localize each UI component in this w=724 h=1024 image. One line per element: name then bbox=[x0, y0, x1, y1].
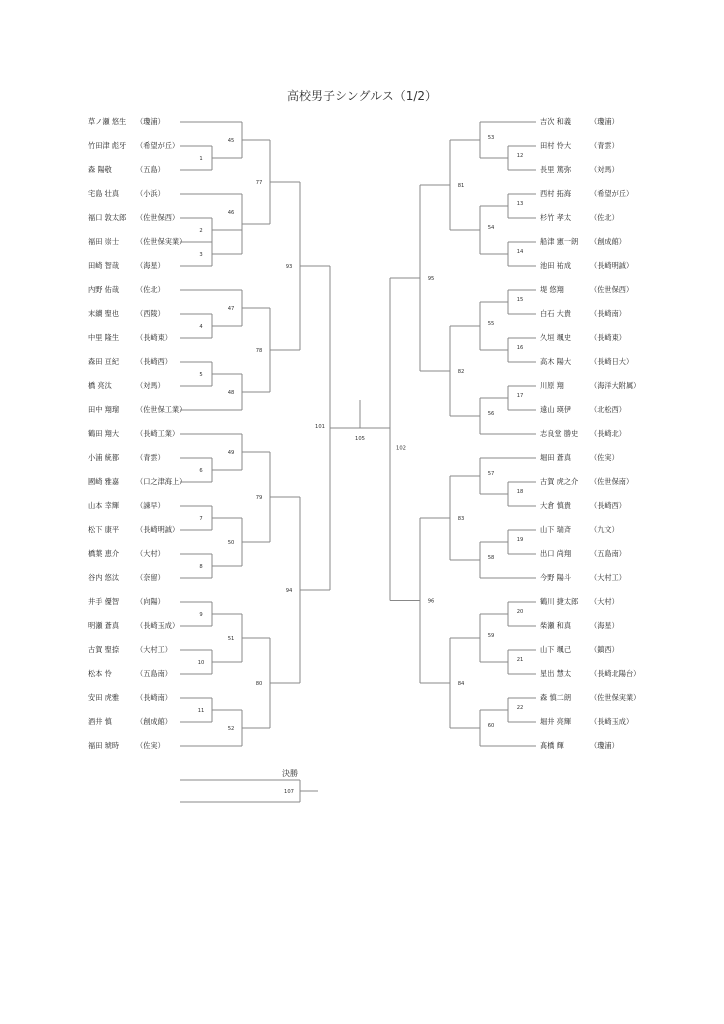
player-name: 谷内 悠汰 bbox=[88, 573, 120, 582]
player-school: （佐世保西） bbox=[590, 285, 634, 294]
match-number: 3 bbox=[199, 252, 203, 258]
player-school: （長崎南） bbox=[590, 309, 626, 318]
player-school: （青雲） bbox=[136, 453, 165, 462]
match-number: 21 bbox=[516, 657, 524, 663]
player-name: 堤 悠翔 bbox=[540, 285, 564, 294]
player-name: 福口 敦太郎 bbox=[88, 213, 127, 222]
final-label: 決勝 bbox=[282, 769, 298, 778]
match-number: 9 bbox=[199, 612, 203, 618]
player-name: 高木 陽大 bbox=[540, 357, 572, 366]
player-school: （大村工） bbox=[136, 645, 172, 654]
player-name: 内野 佑哉 bbox=[88, 285, 120, 294]
player-name: 堀田 蒼真 bbox=[540, 453, 572, 462]
player-name: 堀井 亮輝 bbox=[540, 717, 572, 726]
player-name: 山下 颯己 bbox=[540, 645, 572, 654]
player-name: 橋葉 恵介 bbox=[88, 549, 120, 558]
player-name: 橋 亮汰 bbox=[88, 381, 112, 390]
player-school: （瓊浦） bbox=[590, 741, 619, 750]
match-number: 105 bbox=[355, 436, 365, 442]
player-school: （対馬） bbox=[136, 381, 165, 390]
player-name: 田村 怜大 bbox=[540, 141, 572, 150]
match-number: 96 bbox=[427, 598, 435, 605]
player-name: 福田 崇士 bbox=[88, 237, 120, 246]
player-name: 森 慎二朗 bbox=[540, 693, 572, 702]
match-number: 57 bbox=[487, 471, 495, 477]
match-number: 13 bbox=[516, 201, 524, 207]
player-school: （長崎玉成） bbox=[136, 621, 180, 630]
match-number: 78 bbox=[255, 348, 263, 354]
player-name: 杉竹 孝太 bbox=[540, 213, 572, 222]
player-name: 久垣 颯史 bbox=[540, 333, 572, 342]
match-number: 50 bbox=[227, 540, 235, 546]
match-number: 54 bbox=[487, 225, 495, 231]
match-number: 83 bbox=[457, 516, 465, 522]
match-number: 93 bbox=[285, 264, 293, 270]
player-school: （口之津海上） bbox=[136, 477, 187, 486]
player-name: 髙橋 輝 bbox=[540, 741, 564, 750]
player-name: 古賀 聖捺 bbox=[88, 645, 120, 654]
player-school: （瓊浦） bbox=[136, 117, 165, 126]
match-number: 77 bbox=[255, 180, 263, 186]
player-name: 山下 瑞斉 bbox=[540, 525, 572, 534]
match-number: 107 bbox=[284, 789, 294, 795]
player-school: （西陵） bbox=[136, 309, 165, 318]
player-name: 安田 虎雅 bbox=[88, 693, 120, 702]
player-school: （長崎玉成） bbox=[590, 717, 634, 726]
player-name: 柴瀬 和真 bbox=[540, 621, 572, 630]
match-number: 18 bbox=[516, 489, 524, 495]
player-school: （希望が丘） bbox=[590, 189, 634, 198]
player-name: 森田 亘紀 bbox=[88, 357, 120, 366]
player-name: 國崎 雅嘉 bbox=[88, 477, 120, 486]
player-name: 酒井 慎 bbox=[88, 717, 112, 726]
player-school: （向陽） bbox=[136, 597, 165, 606]
player-name: 白石 大貴 bbox=[540, 309, 572, 318]
match-number: 5 bbox=[199, 372, 203, 378]
match-number: 6 bbox=[199, 468, 203, 474]
match-number: 80 bbox=[255, 681, 263, 687]
player-school: （創成館） bbox=[590, 237, 626, 246]
player-school: （北松西） bbox=[590, 405, 626, 414]
player-name: 草ノ瀬 悠生 bbox=[88, 117, 127, 126]
match-number: 4 bbox=[199, 324, 203, 330]
player-name: 鶴川 捷太郎 bbox=[540, 597, 579, 606]
match-number: 47 bbox=[227, 306, 235, 312]
player-name: 福田 琥時 bbox=[88, 741, 120, 750]
player-school: （大村） bbox=[590, 597, 619, 606]
player-name: 小浦 統都 bbox=[88, 453, 120, 462]
match-number: 48 bbox=[227, 390, 235, 396]
match-number: 53 bbox=[487, 135, 495, 141]
player-name: 古賀 虎之介 bbox=[540, 477, 579, 486]
player-school: （大村工） bbox=[590, 573, 626, 582]
match-number: 19 bbox=[516, 537, 524, 543]
player-school: （対馬） bbox=[590, 165, 619, 174]
player-school: （佐世保西） bbox=[136, 213, 180, 222]
match-number: 79 bbox=[255, 495, 263, 501]
match-number: 49 bbox=[227, 450, 235, 456]
match-number: 12 bbox=[516, 153, 524, 159]
match-number: 82 bbox=[457, 369, 465, 375]
player-school: （瓊浦） bbox=[590, 117, 619, 126]
player-name: 宅島 壮真 bbox=[88, 189, 120, 198]
match-number: 22 bbox=[516, 705, 524, 711]
match-number: 52 bbox=[227, 726, 235, 732]
match-number: 16 bbox=[516, 345, 524, 351]
player-name: 池田 祐成 bbox=[540, 261, 572, 270]
player-school: （佐実） bbox=[590, 453, 619, 462]
match-number: 7 bbox=[199, 516, 203, 522]
player-name: 中里 隆生 bbox=[88, 333, 120, 342]
player-school: （海洋大附属） bbox=[590, 381, 641, 390]
player-school: （佐世保実業） bbox=[590, 693, 641, 702]
match-number: 14 bbox=[516, 249, 524, 255]
match-number: 102 bbox=[396, 445, 406, 452]
match-number: 94 bbox=[285, 588, 293, 594]
match-number: 1 bbox=[199, 156, 203, 162]
player-school: （長崎明誠） bbox=[136, 525, 180, 534]
player-school: （佐北） bbox=[590, 213, 619, 222]
player-name: 井手 優智 bbox=[88, 597, 120, 606]
player-name: 山本 幸輝 bbox=[88, 501, 120, 510]
player-school: （五島） bbox=[136, 165, 165, 174]
player-school: （奈留） bbox=[136, 573, 165, 582]
player-name: 出口 尚翔 bbox=[540, 549, 572, 558]
player-name: 明瀬 蒼真 bbox=[88, 621, 120, 630]
player-school: （創成館） bbox=[136, 717, 172, 726]
player-name: 田中 翔瑠 bbox=[88, 405, 120, 414]
player-school: （小浜） bbox=[136, 189, 165, 198]
match-number: 84 bbox=[457, 681, 465, 687]
player-school: （佐北） bbox=[136, 285, 165, 294]
player-name: 長里 篤弥 bbox=[540, 165, 572, 174]
match-number: 101 bbox=[315, 424, 325, 430]
match-number: 20 bbox=[516, 609, 524, 615]
player-school: （長崎西） bbox=[136, 357, 172, 366]
match-number: 8 bbox=[199, 564, 203, 570]
player-name: 田崎 智哉 bbox=[88, 261, 120, 270]
page-title: 高校男子シングルス（1/2） bbox=[286, 89, 438, 103]
player-school: （諫早） bbox=[136, 501, 165, 510]
player-name: 西村 拓海 bbox=[540, 189, 572, 198]
player-name: 森 陽敬 bbox=[88, 165, 112, 174]
player-name: 船津 憲一朗 bbox=[540, 237, 579, 246]
player-name: 松下 康平 bbox=[88, 525, 120, 534]
player-name: 川原 翔 bbox=[540, 381, 564, 390]
player-school: （九文） bbox=[590, 525, 619, 534]
player-school: （長崎工業） bbox=[136, 429, 180, 438]
player-school: （佐世保実業） bbox=[136, 237, 187, 246]
player-name: 遠山 瑛伊 bbox=[540, 405, 572, 414]
match-number: 51 bbox=[227, 636, 235, 642]
player-school: （佐世保工業） bbox=[136, 405, 187, 414]
match-number: 45 bbox=[227, 138, 235, 144]
player-school: （長崎明誠） bbox=[590, 261, 634, 270]
player-name: 吉次 和義 bbox=[540, 117, 572, 126]
match-number: 55 bbox=[487, 321, 495, 327]
match-number: 17 bbox=[516, 393, 524, 399]
player-name: 今野 陽斗 bbox=[540, 573, 572, 582]
player-school: （青雲） bbox=[590, 141, 619, 150]
player-name: 星出 慧太 bbox=[540, 669, 572, 678]
player-school: （長崎東） bbox=[136, 333, 172, 342]
player-school: （長崎南） bbox=[136, 693, 172, 702]
match-number: 95 bbox=[427, 276, 435, 282]
match-number: 46 bbox=[227, 210, 235, 216]
match-number: 56 bbox=[487, 411, 495, 417]
match-number: 2 bbox=[199, 228, 203, 234]
player-school: （長崎東） bbox=[590, 333, 626, 342]
player-school: （海星） bbox=[590, 621, 619, 630]
player-name: 大倉 慎貴 bbox=[540, 501, 572, 510]
player-school: （佐実） bbox=[136, 741, 165, 750]
player-name: 松本 怜 bbox=[88, 669, 112, 678]
player-school: （大村） bbox=[136, 549, 165, 558]
match-number: 81 bbox=[457, 183, 465, 189]
match-number: 58 bbox=[487, 555, 495, 561]
match-number: 15 bbox=[516, 297, 524, 303]
player-name: 竹田津 彪牙 bbox=[88, 141, 127, 150]
player-school: （佐世保南） bbox=[590, 477, 634, 486]
player-school: （長崎日大） bbox=[590, 357, 634, 366]
player-name: 志良堂 勝史 bbox=[540, 429, 579, 438]
player-school: （五島南） bbox=[136, 669, 172, 678]
player-name: 鶴田 翔大 bbox=[88, 429, 120, 438]
match-number: 11 bbox=[197, 708, 205, 714]
player-school: （鎮西） bbox=[590, 645, 619, 654]
player-school: （海星） bbox=[136, 261, 165, 270]
match-number: 59 bbox=[487, 633, 495, 639]
player-school: （希望が丘） bbox=[136, 141, 180, 150]
player-school: （長崎北陽台） bbox=[590, 669, 641, 678]
match-number: 60 bbox=[487, 723, 495, 729]
player-school: （五島南） bbox=[590, 549, 626, 558]
match-number: 10 bbox=[197, 660, 205, 666]
player-school: （長崎西） bbox=[590, 501, 626, 510]
player-name: 末續 聖也 bbox=[88, 309, 120, 318]
player-school: （長崎北） bbox=[590, 429, 626, 438]
